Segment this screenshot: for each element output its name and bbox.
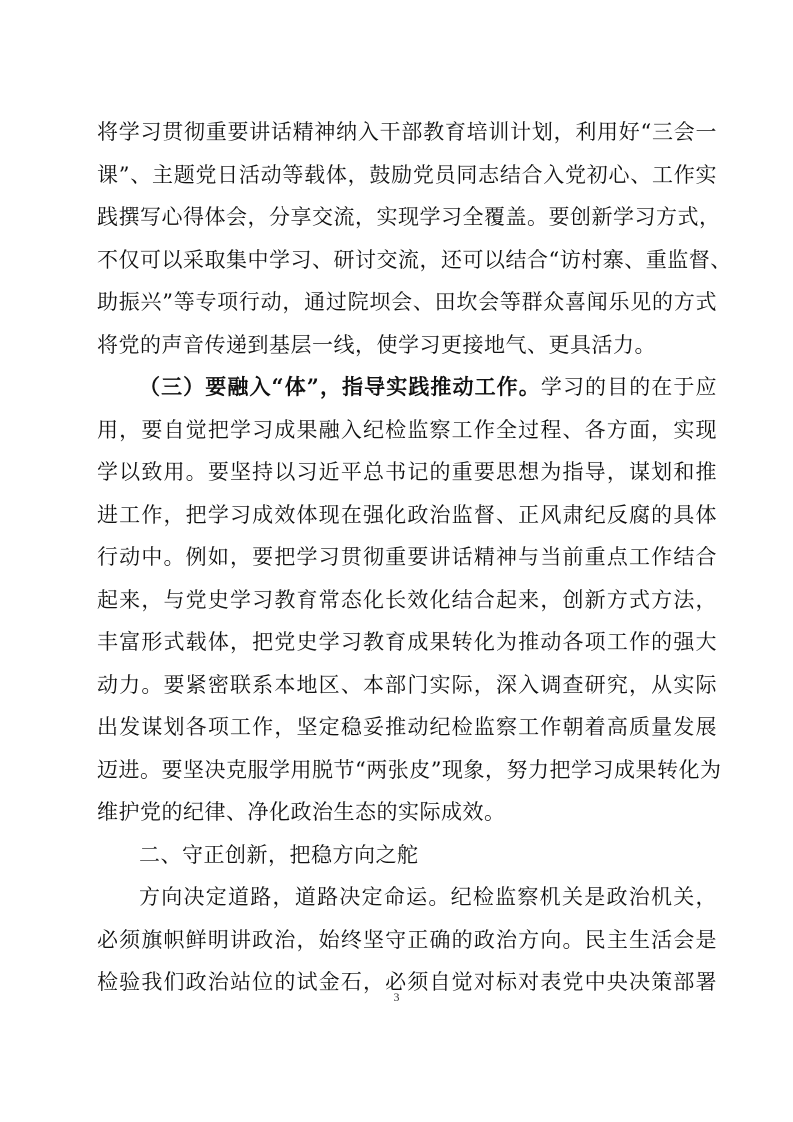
section-3-first-line bbox=[139, 367, 717, 407]
paragraph-1-line-2: 课”、主题党日活动等载体，鼓励党员同志结合入党初心、工作实 bbox=[97, 163, 717, 187]
paragraph-1-line-6: 将党的声音传递到基层一线，使学习更接地气、更具活力。 bbox=[97, 333, 656, 357]
section-3-line-10: 迈进。要坚决克服学用脱节“两张皮”现象，努力把学习成果转化为 bbox=[97, 758, 722, 782]
section-3-line-3: 学以致用。要坚持以习近平总书记的重要思想为指导，谋划和推 bbox=[97, 460, 717, 484]
paragraph-1-line-1: 将学习贯彻重要讲话精神纳入干部教育培训计划，利用好“三会一 bbox=[97, 120, 717, 144]
section-3-line-9: 出发谋划各项工作，坚定稳妥推动纪检监察工作朝着高质量发展 bbox=[97, 715, 717, 739]
paragraph-1-line-5: 助振兴”等专项行动，通过院坝会、田坎会等群众喜闻乐见的方式 bbox=[97, 290, 717, 314]
section-3-line-2: 用，要自觉把学习成果融入纪检监察工作全过程、各方面，实现 bbox=[97, 418, 717, 442]
section-3-first-line-rest: 学习的目的在于应 bbox=[540, 375, 717, 399]
section-3-line-8: 动力。要紧密联系本地区、本部门实际，深入调查研究，从实际 bbox=[97, 673, 717, 697]
paragraph-1-line-4: 不仅可以采取集中学习、研讨交流，还可以结合“访村寨、重监督、 bbox=[97, 248, 732, 272]
last-paragraph-line-2: 必须旗帜鲜明讲政治，始终坚守正确的政治方向。民主生活会是 bbox=[97, 928, 717, 952]
section-two-heading: 二、守正创新，把稳方向之舵 bbox=[139, 843, 419, 867]
last-paragraph-line-3: 检验我们政治站位的试金石，必须自觉对标对表党中央决策部署 bbox=[97, 970, 717, 994]
page-number: 3 bbox=[393, 990, 400, 1004]
section-3-heading: （三）要融入“体”，指导实践推动工作。 bbox=[139, 374, 541, 399]
section-3-line-4: 进工作，把学习成效体现在强化政治监督、正风肃纪反腐的具体 bbox=[97, 503, 717, 527]
section-3-line-11: 维护党的纪律、净化政治生态的实际成效。 bbox=[97, 800, 506, 824]
section-3-line-7: 丰富形式载体，把党史学习教育成果转化为推动各项工作的强大 bbox=[97, 630, 717, 654]
paragraph-1-line-3: 践撰写心得体会，分享交流，实现学习全覆盖。要创新学习方式， bbox=[97, 205, 721, 229]
section-3-line-6: 起来，与党史学习教育常态化长效化结合起来，创新方式方法， bbox=[97, 588, 717, 612]
last-paragraph-line-1: 方向决定道路，道路决定命运。纪检监察机关是政治机关， bbox=[139, 885, 717, 909]
section-3-line-5: 行动中。例如，要把学习贯彻重要讲话精神与当前重点工作结合 bbox=[97, 545, 717, 569]
